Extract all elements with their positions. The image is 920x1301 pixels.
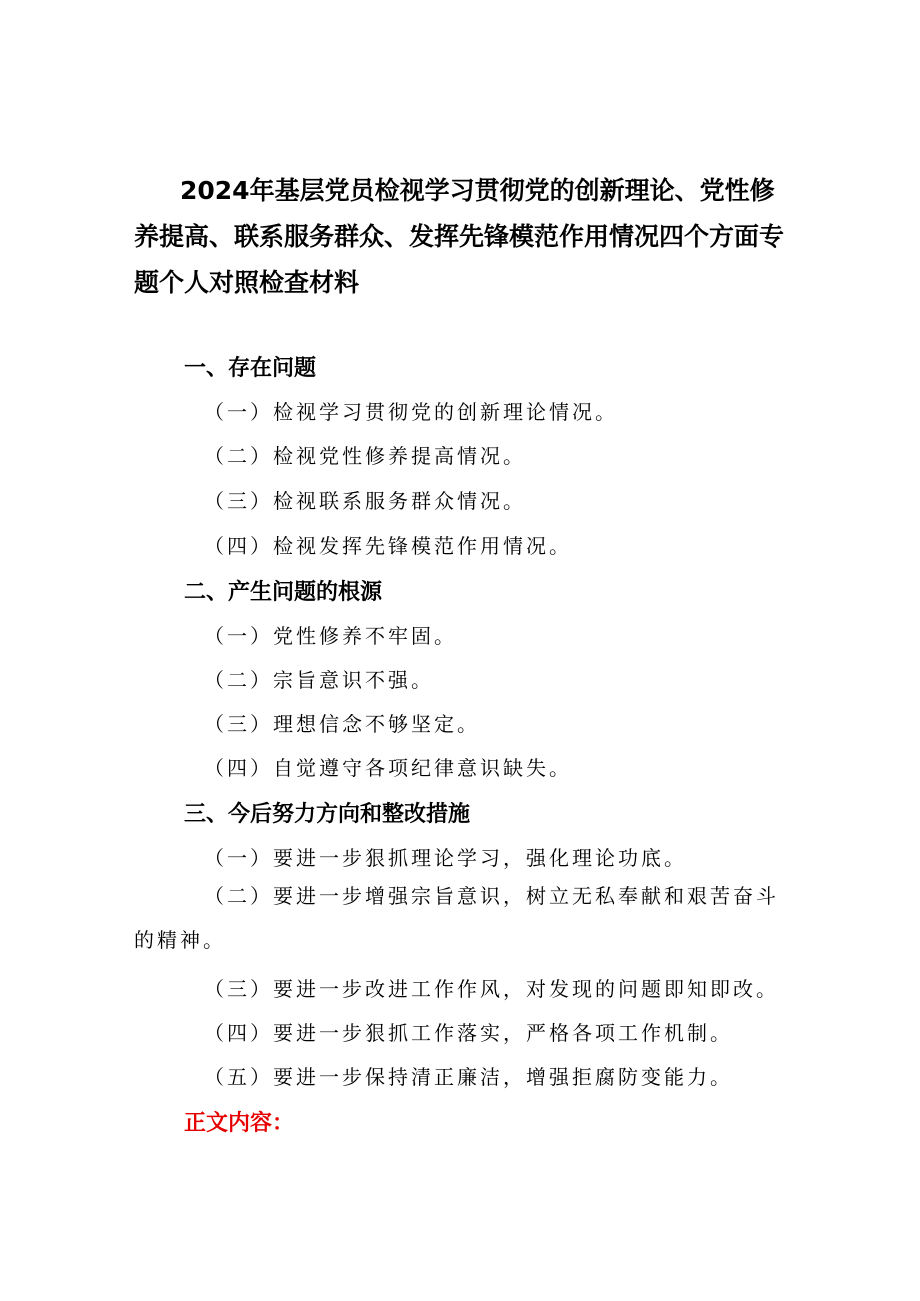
- section-1-item-4: （四）检视发挥先锋模范作用情况。: [204, 534, 572, 558]
- section-1-item-2: （二）检视党性修养提高情况。: [204, 444, 526, 468]
- section-3-item-5: （五）要进一步保持清正廉洁，增强拒腐防变能力。: [204, 1065, 733, 1089]
- section-3-item-3: （三）要进一步改进工作作风，对发现的问题即知即改。: [204, 977, 779, 1001]
- section-1-item-3: （三）检视联系服务群众情况。: [204, 489, 526, 513]
- section-2-item-2: （二）宗旨意识不强。: [204, 668, 434, 692]
- section-3-item-1: （一）要进一步狠抓理论学习，强化理论功底。: [204, 846, 687, 870]
- section-1-item-1: （一）检视学习贯彻党的创新理论情况。: [204, 400, 618, 424]
- section-2-item-3: （三）理想信念不够坚定。: [204, 712, 480, 736]
- section-2-item-1: （一）党性修养不牢固。: [204, 624, 457, 648]
- section-heading-1: 一、存在问题: [184, 356, 317, 381]
- section-heading-3: 三、今后努力方向和整改措施: [184, 802, 471, 827]
- section-2-item-4: （四）自觉遵守各项纪律意识缺失。: [204, 756, 572, 780]
- section-3-item-4: （四）要进一步狠抓工作落实，严格各项工作机制。: [204, 1021, 733, 1045]
- section-3-item-2: （二）要进一步增强宗旨意识，树立无私奉献和艰苦奋斗的精神。: [134, 884, 779, 952]
- document-title: 2024年基层党员检视学习贯彻党的创新理论、党性修养提高、联系服务群众、发挥先锋模范作用情况四个方面专题个人对照检查材料: [134, 176, 785, 297]
- section-heading-2: 二、产生问题的根源: [184, 580, 383, 605]
- body-content-label: 正文内容：: [184, 1111, 295, 1136]
